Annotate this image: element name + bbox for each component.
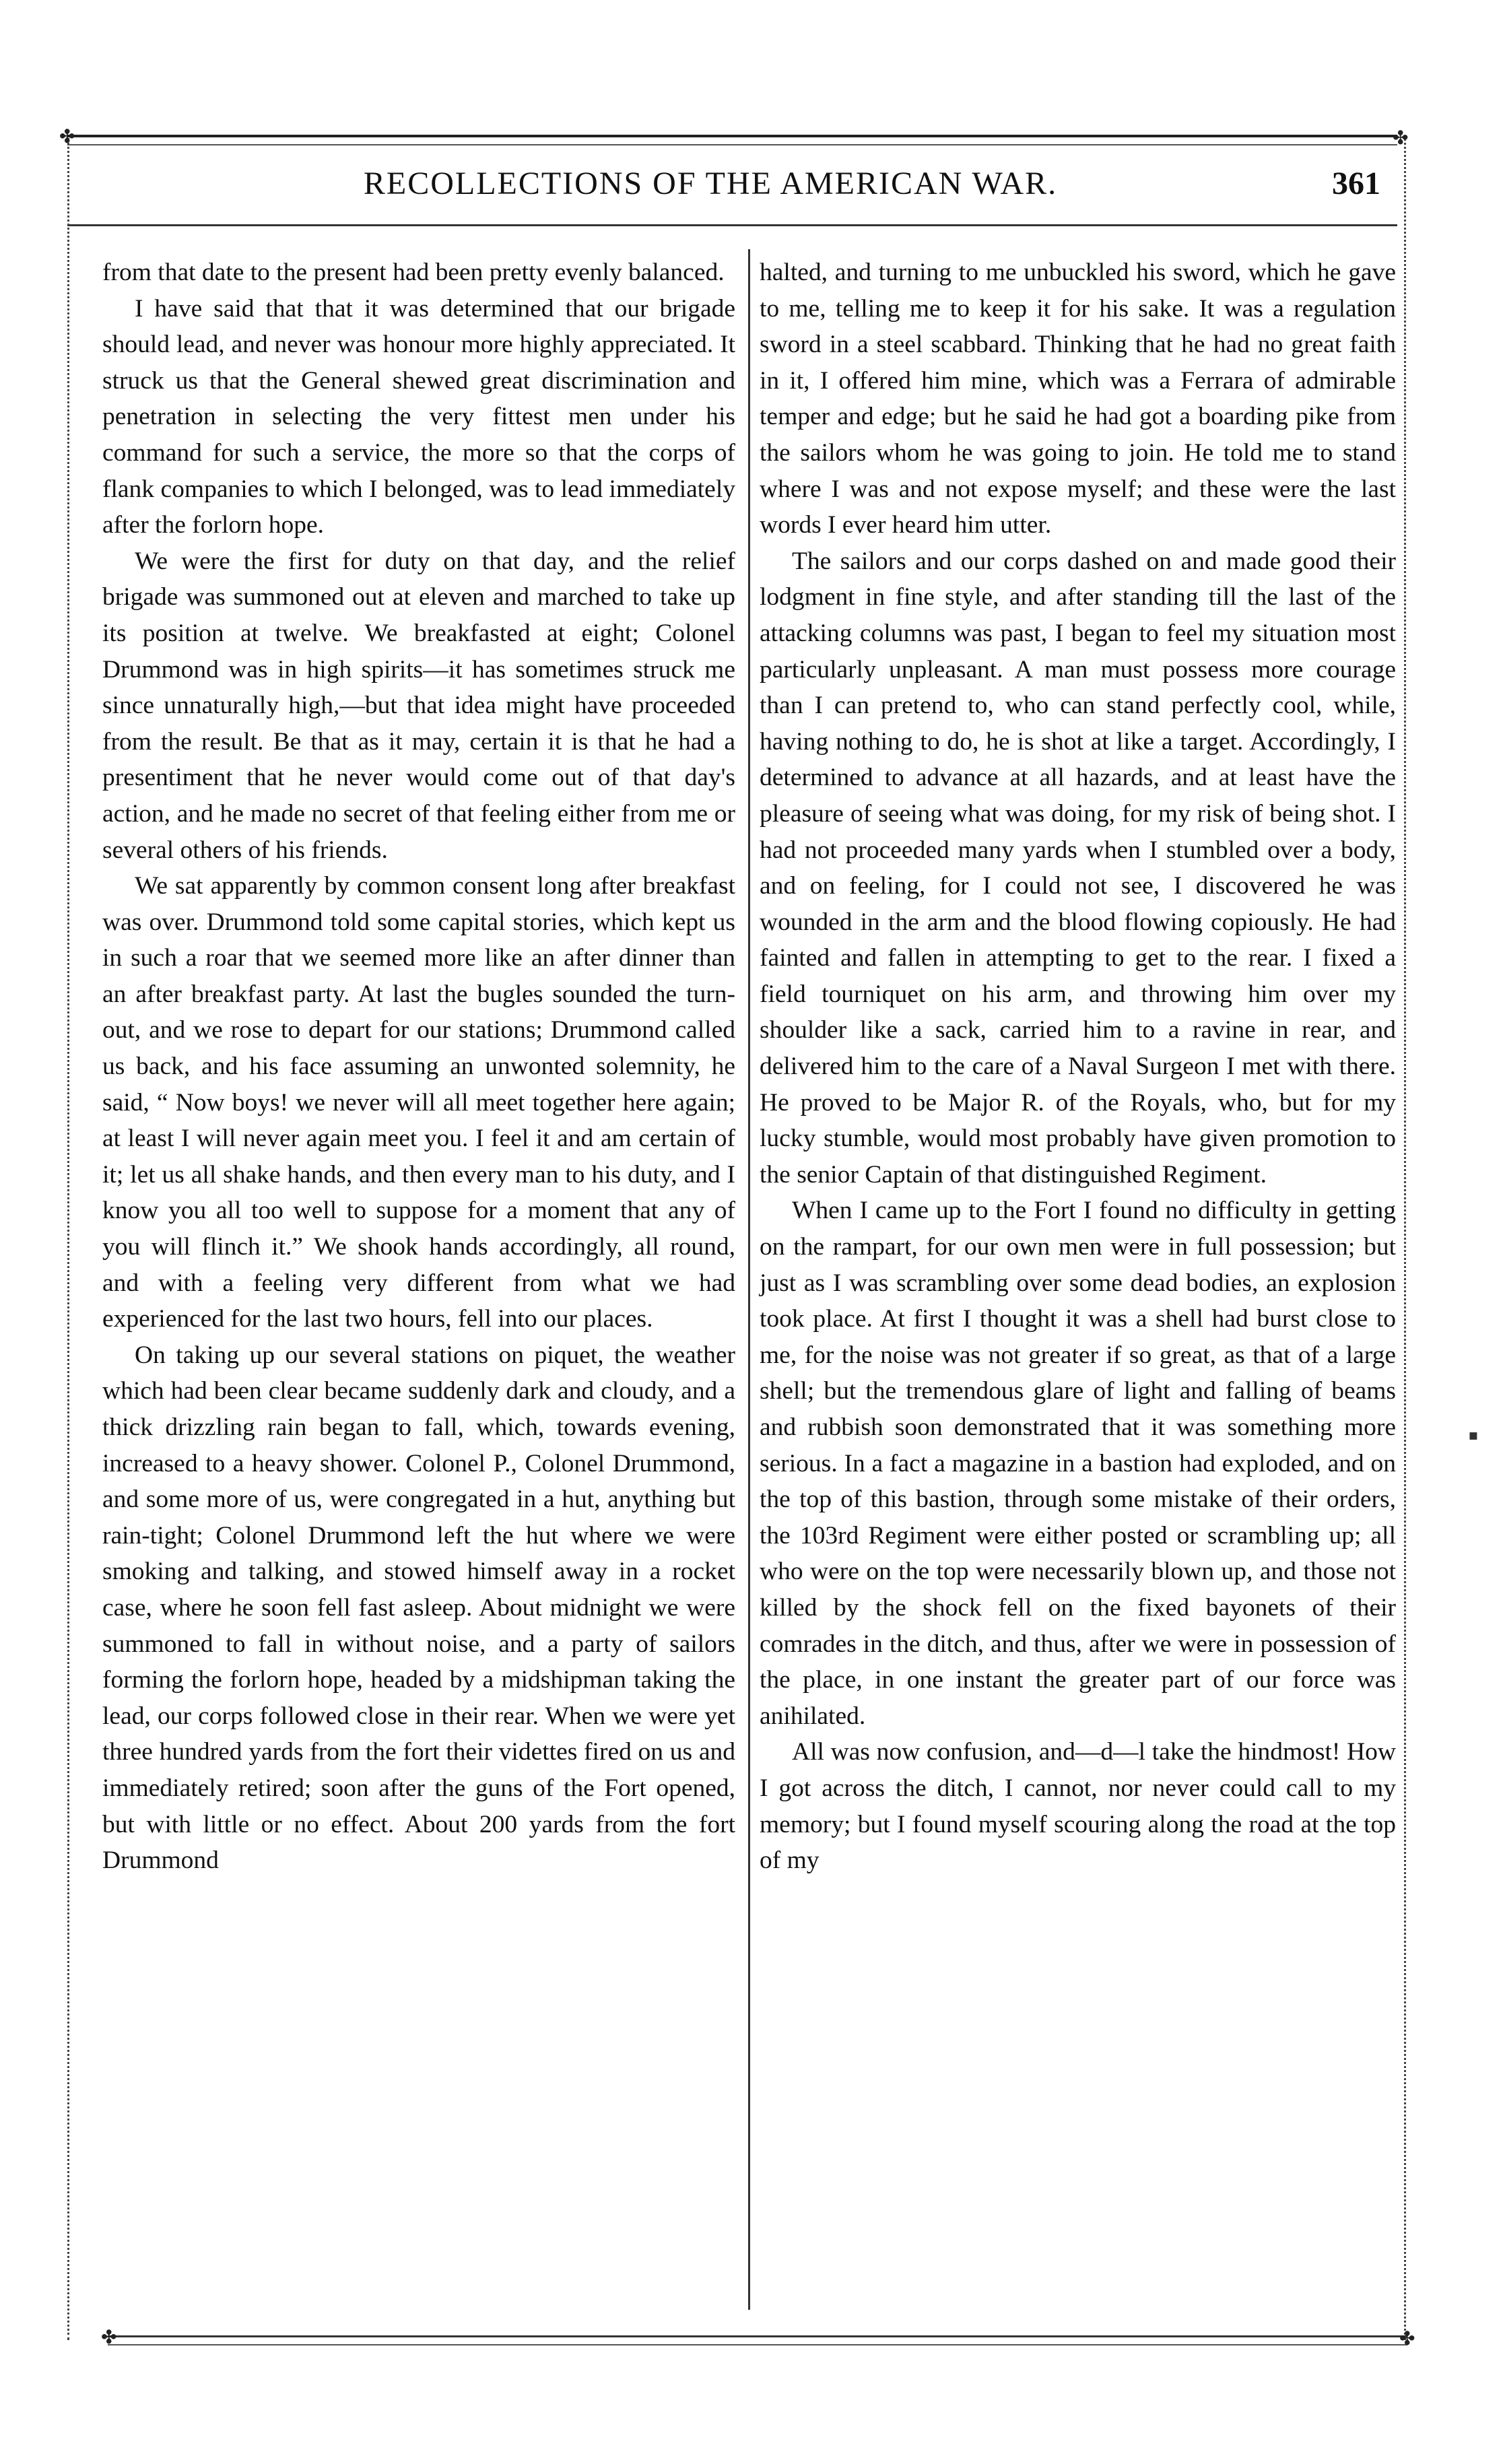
paragraph: I have said that that it was determined that our brigade should lead, and never was honour more highly appreciated. It struck us that the General shewed great discrimination and penetration in selecting the very fittest men under his command for such a service, the more so that the corps of flank companies to which I belonged, was to lead immediately after the forlorn hope.: [102, 294, 735, 539]
paragraph: We sat apparently by common consent long after breakfast was over. Drummond told some capital stories, which kept us in such a roar that we seemed more like an after dinner than an after breakfast party. At last the bugles sounded the turn-out, and we rose to depart for our stations; Drummond called us back, and his face assuming an unwonted solemnity, he said, “ Now boys! we never will all meet together here again; at least I will never again meet you. I feel it and am certain of it; let us all shake hands, and then every man to his duty, and I know you all too well to suppose for a moment that any of you will flinch it.” We shook hands accordingly, all round, and with a feeling very different from what we had experienced for the last two hours, fell into our places.: [102, 872, 735, 1333]
corner-ornament-top-left: ✤: [59, 127, 75, 147]
top-border-rule: [67, 135, 1397, 145]
left-column: [102, 255, 735, 1879]
paragraph: from that date to the present had been pretty evenly balanced.: [102, 259, 725, 286]
corner-ornament-top-right: ✤: [1393, 128, 1409, 149]
running-header-title: RECOLLECTIONS OF THE AMERICAN WAR.: [363, 166, 1058, 201]
corner-ornament-bottom-right: ✤: [1399, 2329, 1415, 2350]
left-border: [67, 138, 69, 2340]
right-border: [1404, 138, 1406, 2340]
margin-mark: ▪: [1468, 1419, 1479, 1452]
header-underline: [67, 224, 1397, 226]
paragraph: The sailors and our corps dashed on and made good their lodgment in fine style, and after standing till the last of the attacking columns was past, I began to feel my situation most particularly unpleasant. A man must possess more courage than I can pretend to, who can stand perfectly cool, while, having nothing to do, he is shot at like a target. Accordingly, I determined to advance at all hazards, and at least have the pleasure of seeing what was doing, for my risk of being shot. I had not proceeded many yards when I stumbled over a body, and on feeling, for I could not see, I discovered he was wounded in the arm and the blood flowing copiously. He had fainted and fallen in attempting to get to the rear. I fixed a field tourniquet on his arm, and throwing him over my shoulder like a sack, carried him to a ravine in rear, and delivered him to the care of a Naval Surgeon I met with there. He proved to be Major R. of the Royals, who, but for my lucky stumble, would most probably have given promotion to the senior Captain of that distinguished Regiment.: [760, 547, 1396, 1189]
bottom-border-rule: [108, 2335, 1407, 2345]
paragraph: halted, and turning to me unbuckled his sword, which he gave to me, telling me to keep it for his sake. It was a regulation sword in a steel scabbard. Thinking that he had no great faith in it, I offered him mine, which was a Ferrara of admirable temper and edge; but he said he had got a boarding pike from the sailors whom he was going to join. He told me to stand where I was and not expose myself; and these were the last words I ever heard him utter.: [760, 259, 1396, 539]
page-number: 361: [1332, 166, 1380, 201]
right-column: [760, 255, 1396, 1879]
paragraph: On taking up our several stations on piquet, the weather which had been clear became suddenly dark and cloudy, and a thick drizzling rain began to fall, which, towards evening, increased to a heavy shower. Colonel P., Colonel Drummond, and some more of us, were congregated in a hut, anything but rain-tight; Colonel Drummond left the hut where we were smoking and talking, and stowed himself away in a rocket case, where he soon fell fast asleep. About midnight we were summoned to fall in without noise, and a party of sailors forming the forlorn hope, headed by a midshipman taking the lead, our corps followed close in their rear. When we were yet three hundred yards from the fort their videttes fired on us and immediately retired; soon after the guns of the Fort opened, but with little or no effect. About 200 yards from the fort Drummond: [102, 1341, 735, 1875]
paragraph: All was now confusion, and—d—l take the hindmost! How I got across the ditch, I cannot, nor never could call to my memory; but I found myself scouring along the road at the top of my: [760, 1738, 1396, 1875]
corner-ornament-bottom-left: ✤: [101, 2327, 117, 2348]
paragraph: When I came up to the Fort I found no difficulty in getting on the rampart, for our own men were in full possession; but just as I was scrambling over some dead bodies, an explosion took place. At first I thought it was a shell had burst close to me, for the noise was not greater if so great, as that of a large shell; but the tremendous glare of light and falling of beams and rubbish soon demonstrated that it was something more serious. In a fact a magazine in a bastion had exploded, and on the top of this bastion, through some mistake of their orders, the 103rd Regiment were either posted or scrambling up; all who were on the top were necessarily blown up, and those not killed by the shock fell on the fixed bayonets of their comrades in the ditch, and thus, after we were in possession of the place, in one instant the greater part of our force was anihilated.: [760, 1197, 1396, 1730]
column-divider: [748, 249, 750, 2310]
paragraph: We were the first for duty on that day, and the relief brigade was summoned out at eleven and marched to take up its position at twelve. We breakfasted at eight; Colonel Drummond was in high spirits—it has sometimes struck me since unnaturally high,—but that idea might have proceeded from the result. Be that as it may, certain it is that he had a presentiment that he never would come out of that day's action, and he made no secret of that feeling either from me or several others of his friends.: [102, 547, 735, 864]
